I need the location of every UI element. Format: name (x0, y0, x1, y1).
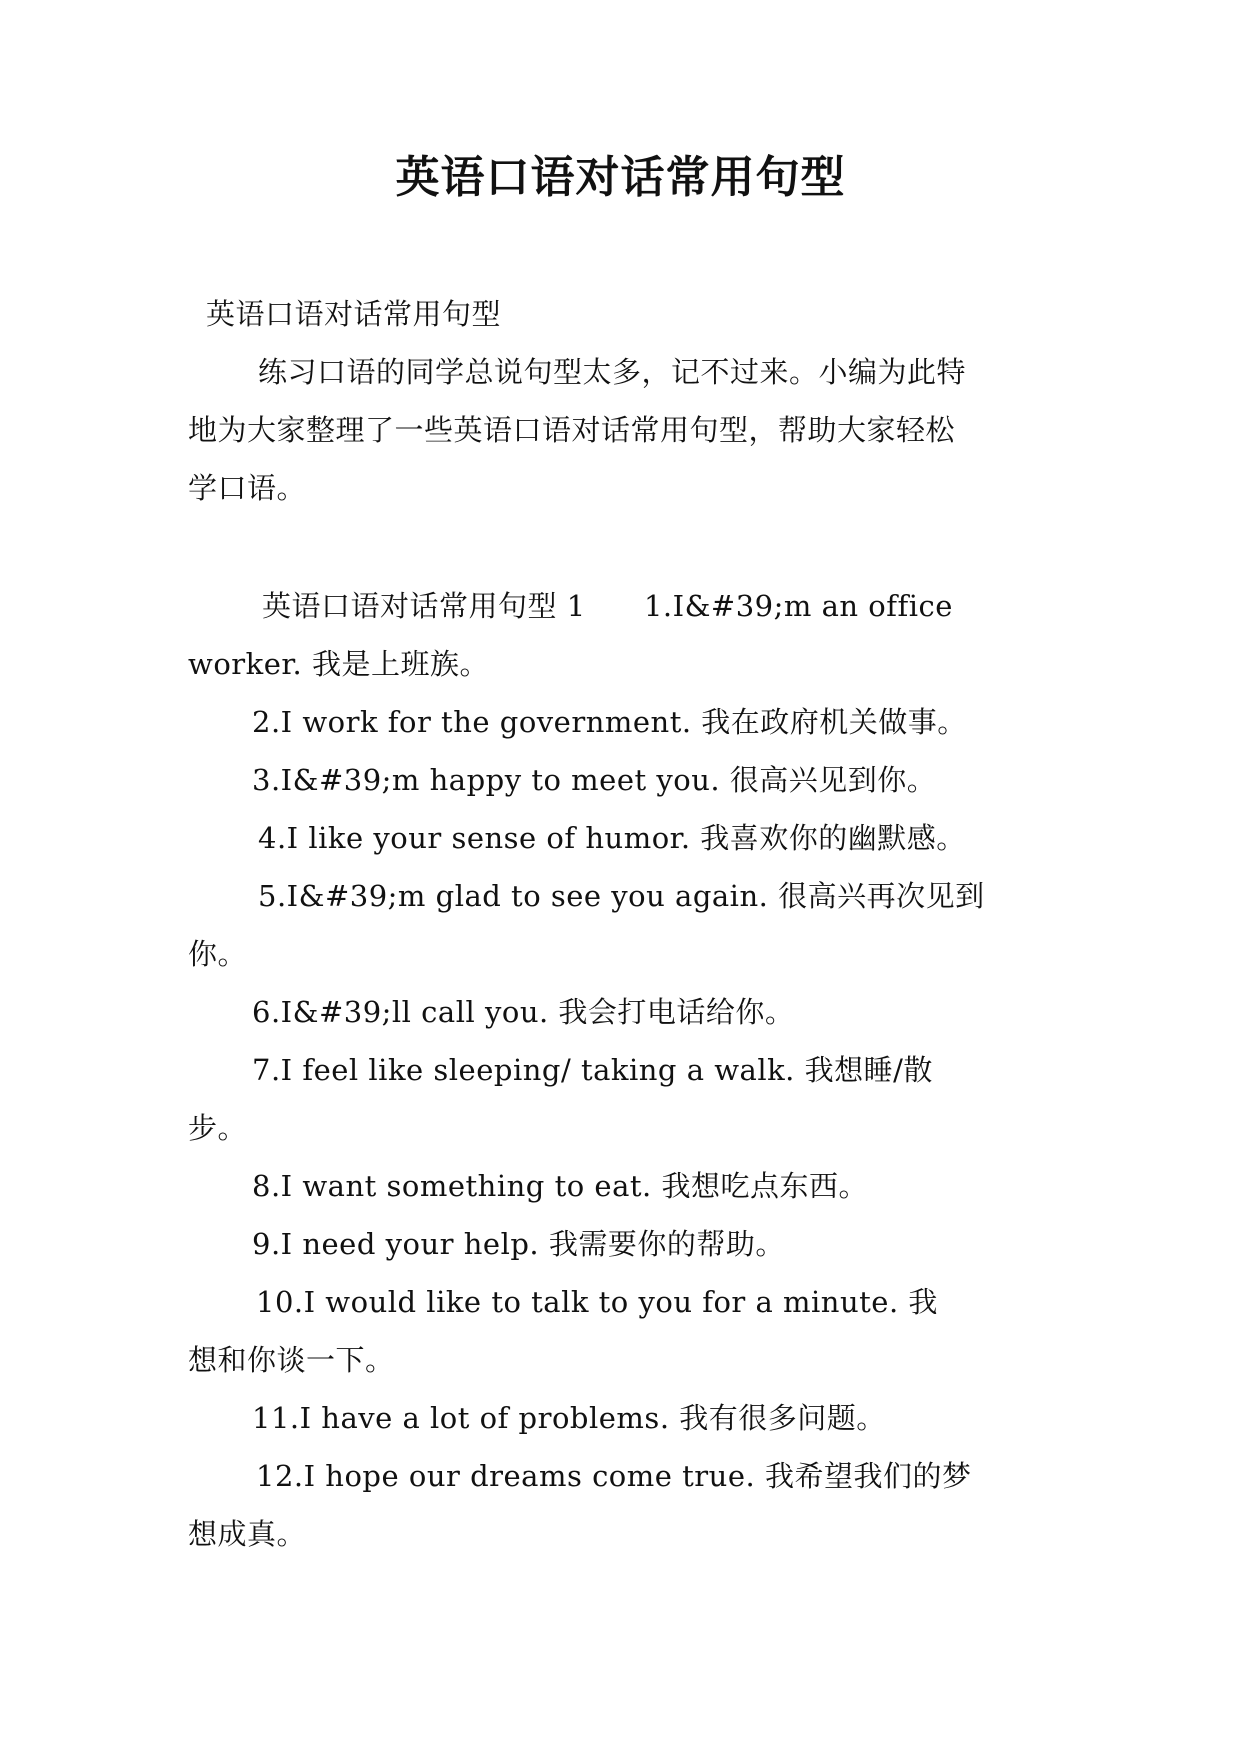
document-title: 英语口语对话常用句型 (395, 152, 846, 203)
sentence-line: 8.I want something to eat. 我想吃点东西。 (252, 1169, 868, 1203)
sentence-line: 12.I hope our dreams come true. 我希望我们的梦 (256, 1459, 972, 1493)
intro-line-1: 练习口语的同学总说句型太多，记不过来。小编为此特 (258, 355, 967, 389)
sentence-line: 步。 (188, 1111, 248, 1145)
sentence-line: 你。 (188, 937, 248, 971)
sentence-line: 7.I feel like sleeping/ taking a walk. 我想睡/散 (252, 1053, 933, 1087)
section-heading-line: 英语口语对话常用句型 1 1.I&#39;m an office (262, 589, 953, 623)
intro-line-2: 地为大家整理了一些英语口语对话常用句型，帮助大家轻松 (188, 413, 956, 447)
intro-line-3: 学口语。 (188, 471, 307, 505)
sentence-line: 10.I would like to talk to you for a minute. 我 (256, 1285, 938, 1319)
sentence-line: 5.I&#39;m glad to see you again. 很高兴再次见到 (258, 879, 985, 913)
sentence-line: 6.I&#39;ll call you. 我会打电话给你。 (252, 995, 795, 1029)
document-subtitle: 英语口语对话常用句型 (206, 297, 502, 331)
sentence-line: 2.I work for the government. 我在政府机关做事。 (252, 705, 967, 739)
sentence-line: 想和你谈一下。 (188, 1343, 395, 1377)
sentence-line: worker. 我是上班族。 (188, 647, 489, 681)
sentence-line: 11.I have a lot of problems. 我有很多问题。 (252, 1401, 886, 1435)
sentence-line: 3.I&#39;m happy to meet you. 很高兴见到你。 (252, 763, 937, 797)
sentence-line: 4.I like your sense of humor. 我喜欢你的幽默感。 (258, 821, 966, 855)
sentence-line: 想成真。 (188, 1517, 307, 1551)
sentence-line: 9.I need your help. 我需要你的帮助。 (252, 1227, 785, 1261)
